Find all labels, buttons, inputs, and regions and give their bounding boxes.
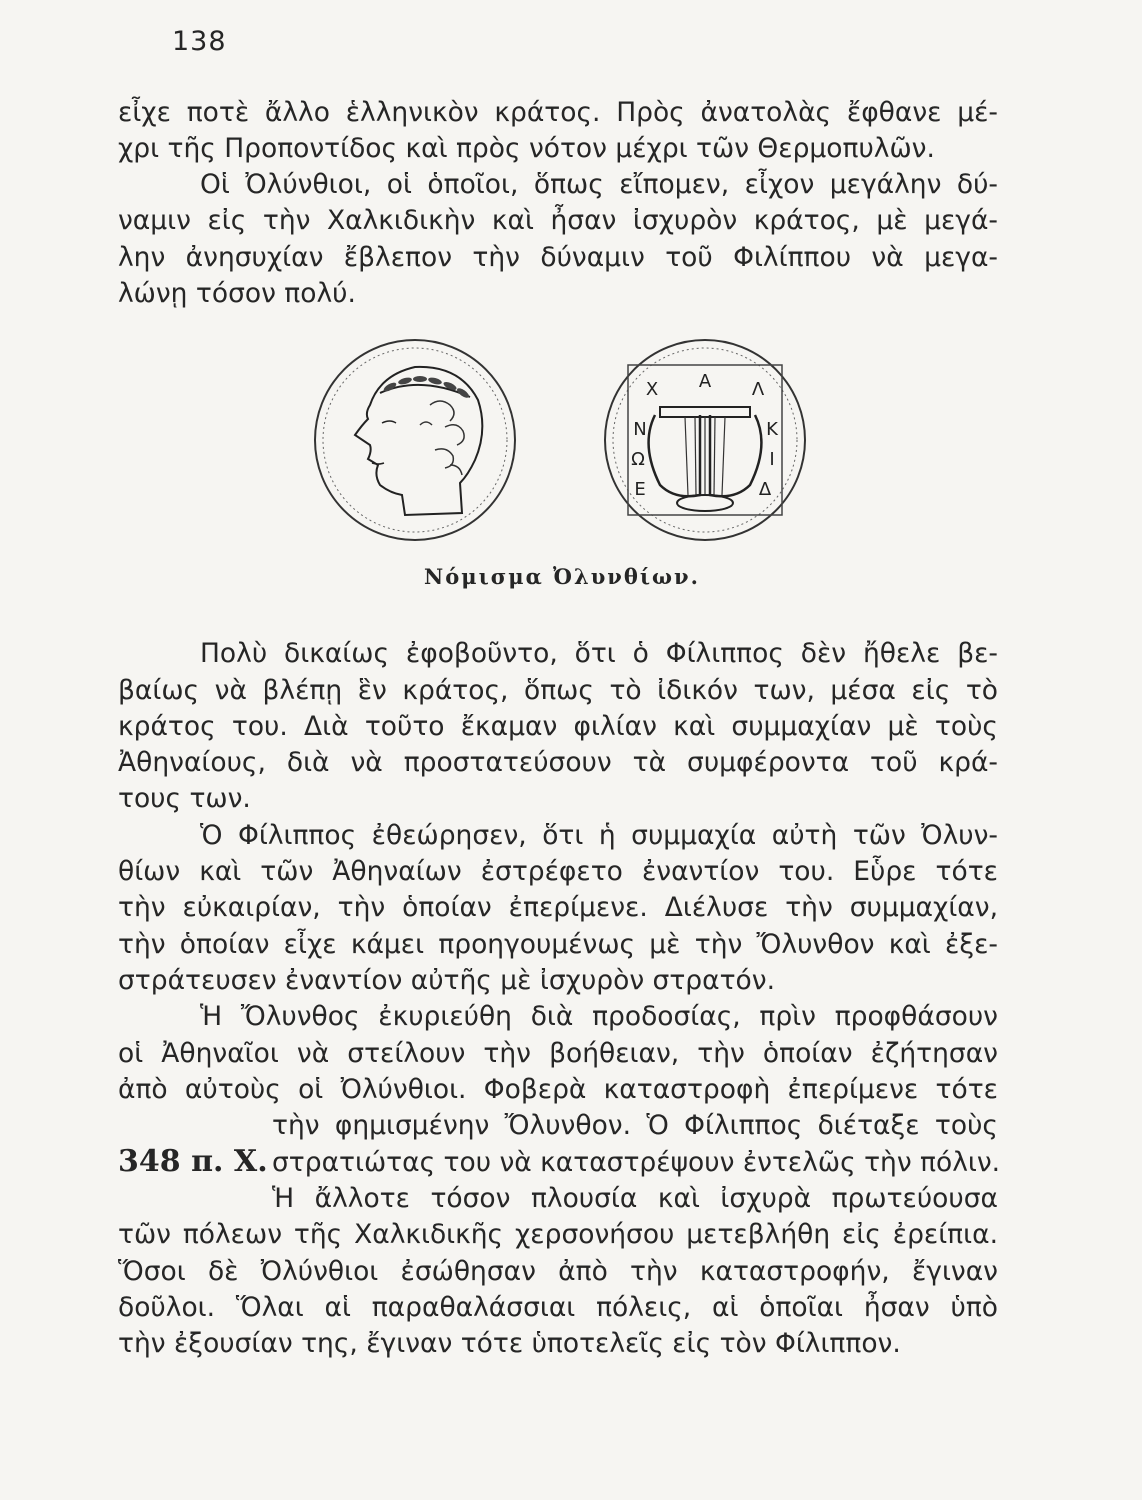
coin-illustration	[300, 335, 820, 555]
figure-caption: Νόμισμα Ὀλυνθίων.	[424, 564, 700, 589]
text-line: τὴν εὐκαιρίαν, τὴν ὁποίαν ἐπερίμενε. Διέλυσε τὴν συμμαχίαν,	[118, 892, 998, 923]
text-line: βαίως νὰ βλέπῃ ἓν κράτος, ὅπως τὸ ἰδικόν των, μέσα εἰς τὸ	[118, 675, 998, 706]
text-line: οἱ Ἀθηναῖοι νὰ στείλουν τὴν βοήθειαν, τὴν ὁποίαν ἐζήτησαν	[118, 1038, 998, 1069]
text-line: θίων καὶ τῶν Ἀθηναίων ἐστρέφετο ἐναντίον του. Εὗρε τότε	[118, 856, 998, 887]
text-line: στράτευσεν ἐναντίον αὐτῆς μὲ ἰσχυρὸν στρατόν.	[118, 965, 775, 996]
text-line: τὴν ὁποίαν εἶχε κάμει προηγουμένως μὲ τὴν Ὄλυνθον καὶ ἐξε-	[118, 929, 998, 960]
coin-letter: Ω	[631, 449, 645, 470]
coin-letter: Ε	[634, 479, 646, 500]
text-line: Ἡ Ὄλυνθος ἐκυριεύθη διὰ προδοσίας, πρὶν προφθάσουν	[200, 1001, 998, 1032]
coin-letter: Ι	[769, 449, 775, 470]
text-line: λην ἀνησυχίαν ἔβλεπον τὴν δύναμιν τοῦ Φιλίππου νὰ μεγα-	[118, 242, 998, 273]
coin-obverse-head-icon	[310, 335, 520, 545]
text-line: δοῦλοι. Ὅλαι αἱ παραθαλάσσιαι πόλεις, αἱ ὁποῖαι ἦσαν ὑπὸ	[118, 1292, 998, 1323]
coin-letter: Χ	[645, 379, 659, 400]
text-line: τὴν φημισμένην Ὄλυνθον. Ὁ Φίλιππος διέταξε τοὺς	[272, 1110, 998, 1141]
text-line: χρι τῆς Προποντίδος καὶ πρὸς νότον μέχρι τῶν Θερμοπυλῶν.	[118, 133, 935, 164]
text-line: λώνῃ τόσον πολύ.	[118, 278, 356, 309]
coin-letter: Κ	[766, 419, 778, 440]
text-line: Ὁ Φίλιππος ἐθεώρησεν, ὅτι ἡ συμμαχία αὐτὴ τῶν Ὀλυν-	[200, 820, 998, 851]
margin-date-note: 348 π. Χ.	[118, 1144, 268, 1179]
text-line: ἀπὸ αὐτοὺς οἱ Ὀλύνθιοι. Φοβερὰ καταστροφὴ ἐπερίμενε τότε	[118, 1074, 998, 1105]
text-line: τους των.	[118, 783, 251, 814]
page-number: 138	[172, 26, 227, 57]
text-line: Οἱ Ὀλύνθιοι, οἱ ὁποῖοι, ὅπως εἴπομεν, εἶχον μεγάλην δύ-	[200, 169, 998, 200]
text-line: ναμιν εἰς τὴν Χαλκιδικὴν καὶ ἦσαν ἰσχυρὸν κράτος, μὲ μεγά-	[118, 205, 998, 236]
text-line: τὴν ἐξουσίαν της, ἔγιναν τότε ὑποτελεῖς εἰς τὸν Φίλιππον.	[118, 1328, 901, 1359]
coin-letter: Ν	[633, 419, 647, 440]
text-line: Πολὺ δικαίως ἐφοβοῦντο, ὅτι ὁ Φίλιππος δὲν ἤθελε βε-	[200, 638, 998, 669]
coin-letter: Δ	[758, 479, 772, 500]
text-line: τῶν πόλεων τῆς Χαλκιδικῆς χερσονήσου μετεβλήθη εἰς ἐρείπια.	[118, 1219, 998, 1250]
coin-reverse-lyre-icon	[600, 335, 810, 545]
text-line: εἶχε ποτὲ ἄλλο ἑλληνικὸν κράτος. Πρὸς ἀνατολὰς ἔφθανε μέ-	[118, 97, 998, 128]
coin-letter: Α	[698, 371, 712, 392]
text-line: Ὅσοι δὲ Ὀλύνθιοι ἐσώθησαν ἀπὸ τὴν καταστροφήν, ἔγιναν	[118, 1256, 998, 1287]
coin-letter: Λ	[751, 379, 765, 400]
text-line: Ἡ ἄλλοτε τόσον πλουσία καὶ ἰσχυρὰ πρωτεύουσα	[272, 1183, 998, 1214]
text-line: στρατιώτας του νὰ καταστρέψουν ἐντελῶς τὴν πόλιν.	[272, 1147, 1001, 1178]
text-line: κράτος του. Διὰ τοῦτο ἔκαμαν φιλίαν καὶ συμμαχίαν μὲ τοὺς	[118, 711, 998, 742]
text-line: Ἀθηναίους, διὰ νὰ προστατεύσουν τὰ συμφέροντα τοῦ κρά-	[118, 747, 998, 778]
